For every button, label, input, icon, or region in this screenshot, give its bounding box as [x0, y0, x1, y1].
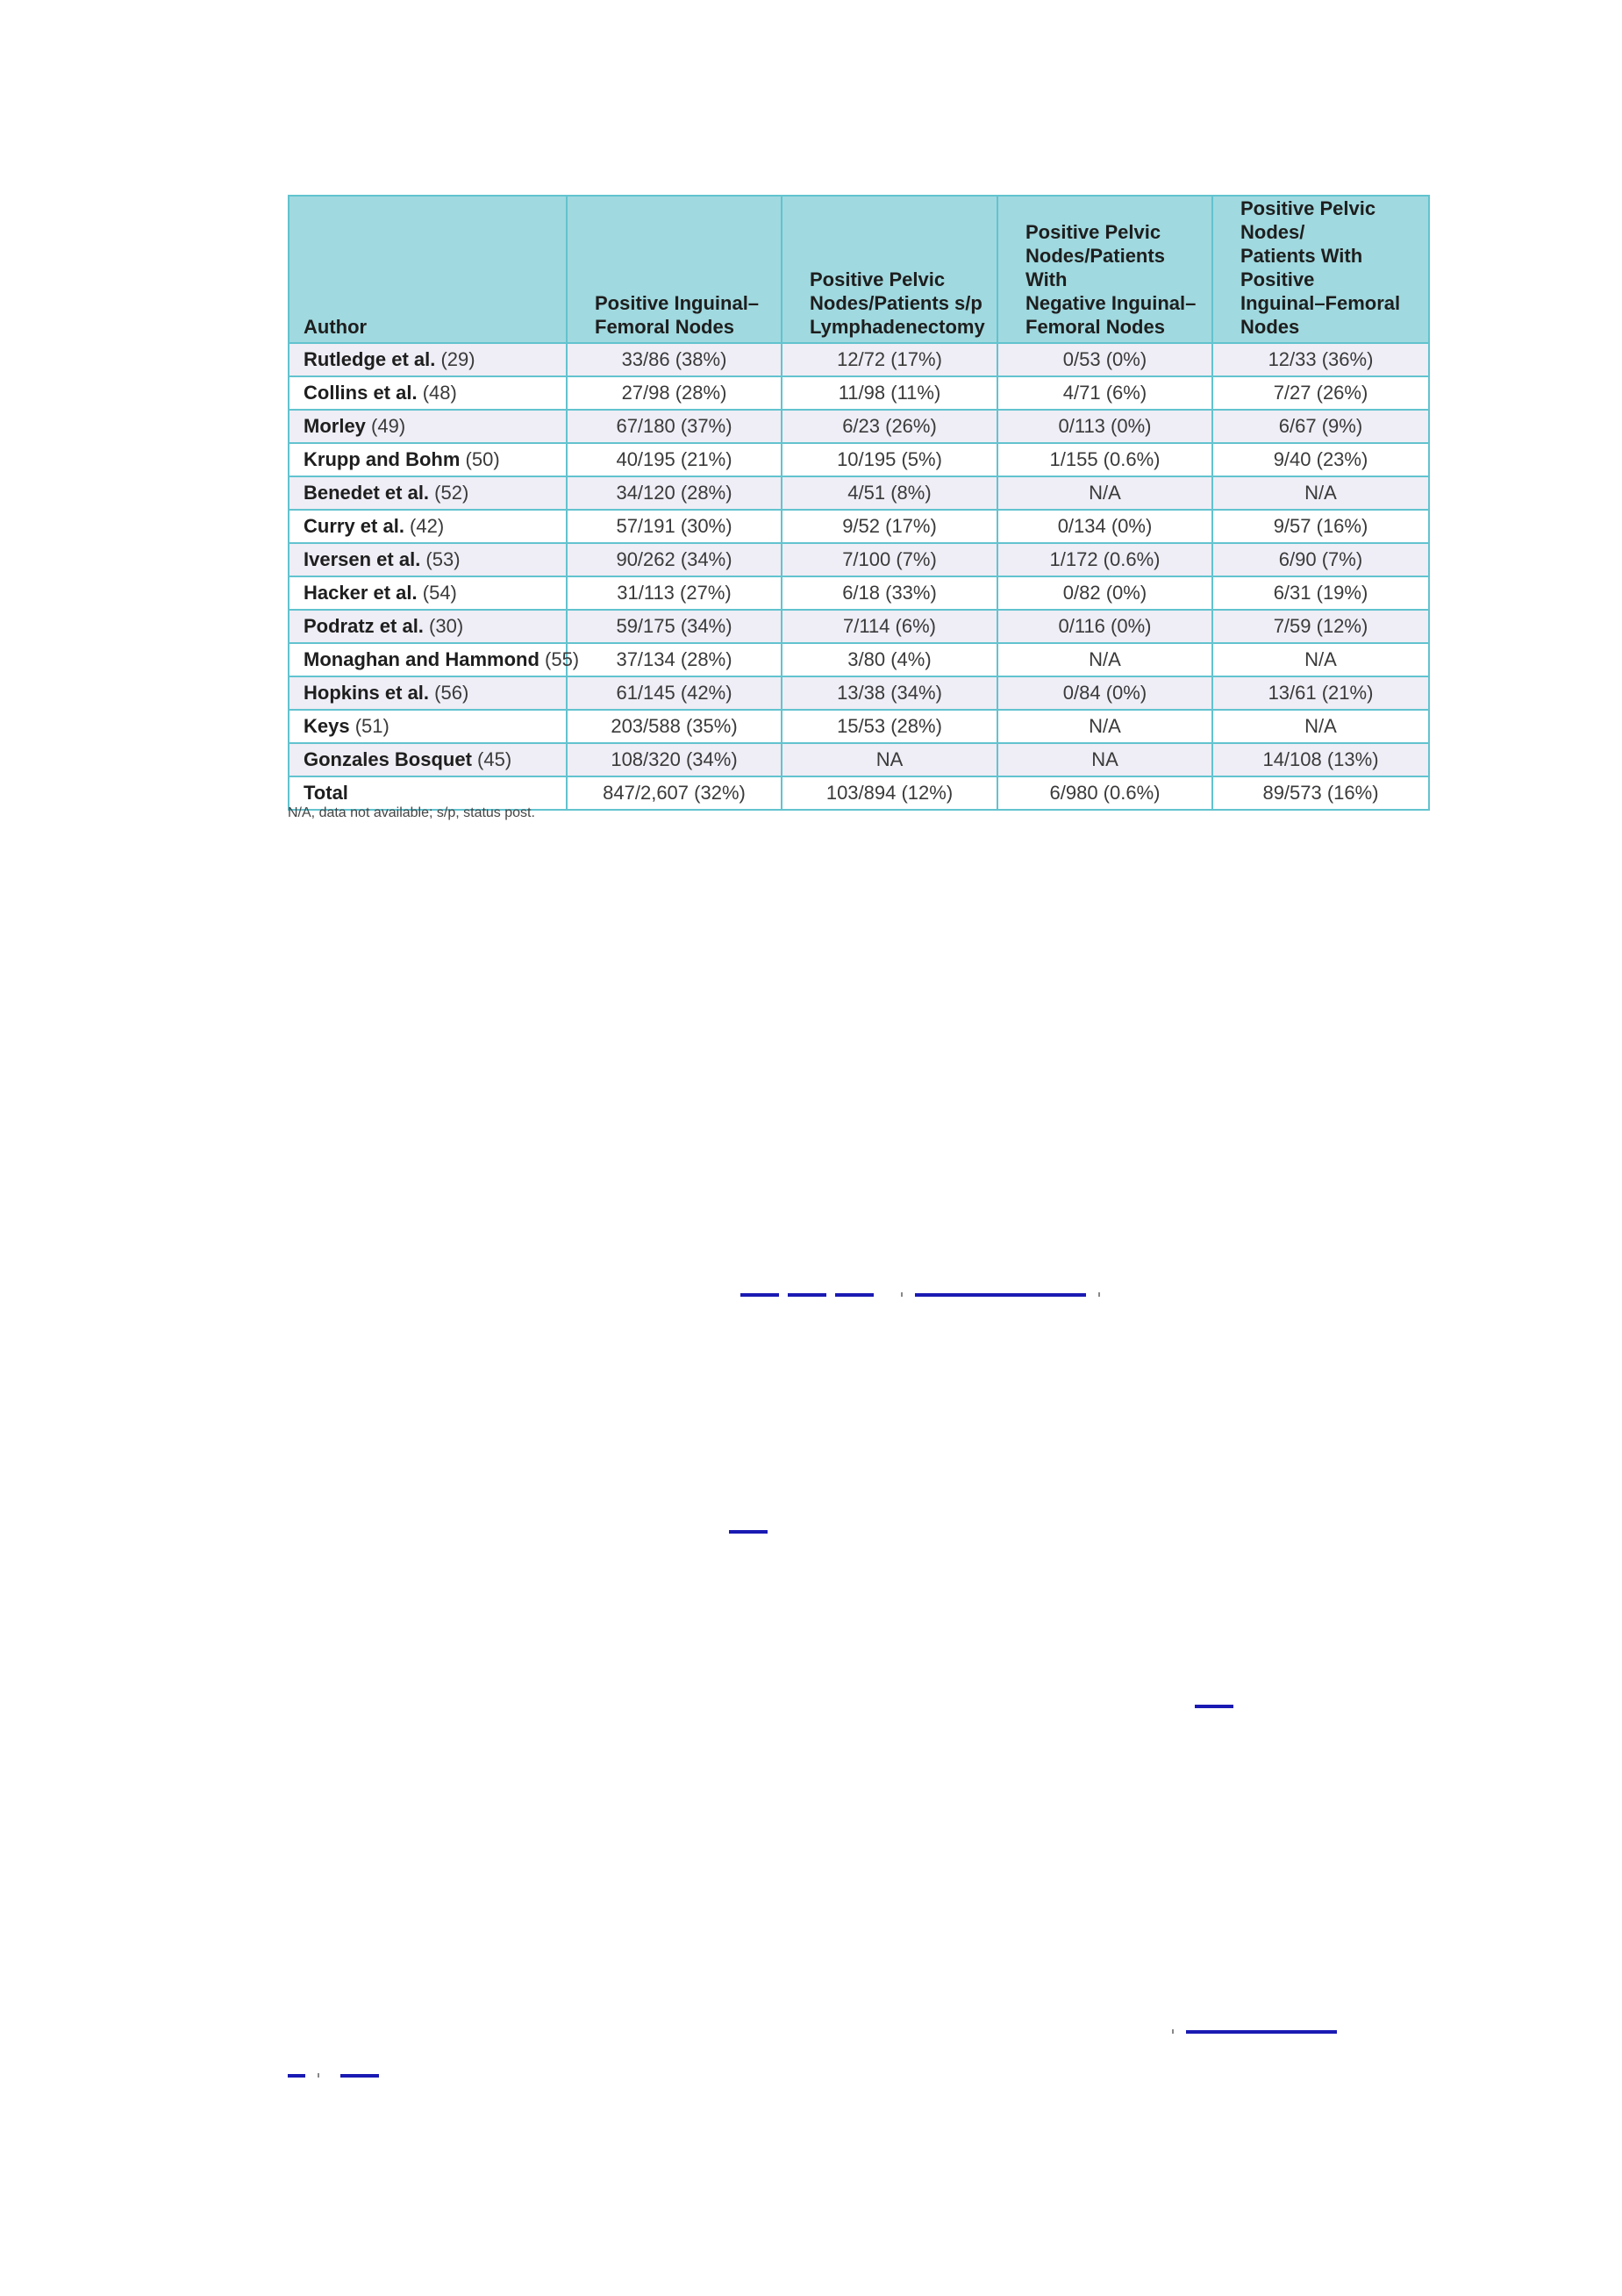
pelvic-negative-if-value: 0/134 (0%)	[997, 510, 1212, 543]
table-row	[289, 676, 1429, 710]
author-cell	[289, 510, 567, 543]
table-row	[289, 476, 1429, 510]
inguinal-femoral-value: 203/588 (35%)	[567, 710, 782, 743]
pelvic-lymphadenectomy-value: 13/38 (34%)	[782, 676, 997, 710]
inguinal-femoral-value: 31/113 (27%)	[567, 576, 782, 610]
author-name: Iversen et al.	[304, 548, 421, 570]
pelvic-lymphadenectomy-value: 12/72 (17%)	[782, 343, 997, 376]
pelvic-negative-if-value: 0/116 (0%)	[997, 610, 1212, 643]
reference-number: (55)	[539, 648, 580, 670]
author-cell	[289, 543, 567, 576]
header-positive-pelvic-lymphadenectomy: Positive Pelvic Nodes/Patients s/p Lymphadenectomy	[782, 196, 997, 343]
author-cell	[289, 410, 567, 443]
pelvic-positive-if-value: 6/67 (9%)	[1212, 410, 1429, 443]
link-underline[interactable]	[740, 1293, 779, 1297]
table-body	[289, 343, 1429, 810]
author-name: Keys	[304, 715, 350, 737]
reference-number: (56)	[429, 682, 469, 704]
table-footnote: N/A, data not available; s/p, status post.	[288, 805, 535, 820]
pelvic-negative-if-value: NA	[997, 743, 1212, 776]
header-positive-pelvic-positive-if: Positive Pelvic Nodes/ Patients With Positive Inguinal–Femoral Nodes	[1212, 196, 1429, 343]
table-row	[289, 510, 1429, 543]
pelvic-lymphadenectomy-value: 11/98 (11%)	[782, 376, 997, 410]
author-name: Podratz et al.	[304, 615, 424, 637]
pelvic-positive-if-value: N/A	[1212, 710, 1429, 743]
pelvic-negative-if-value: 0/82 (0%)	[997, 576, 1212, 610]
author-cell	[289, 743, 567, 776]
author-name: Krupp and Bohm	[304, 448, 461, 470]
author-name: Hacker et al.	[304, 582, 418, 604]
link-underline[interactable]	[915, 1293, 1086, 1297]
link-separator-mark	[318, 2073, 319, 2078]
author-name: Hopkins et al.	[304, 682, 430, 704]
inguinal-femoral-value: 57/191 (30%)	[567, 510, 782, 543]
pelvic-negative-if-value: 6/980 (0.6%)	[997, 776, 1212, 810]
pelvic-negative-if-value: 0/113 (0%)	[997, 410, 1212, 443]
link-underline[interactable]	[1195, 1705, 1233, 1708]
author-name: Benedet et al.	[304, 482, 430, 504]
author-cell	[289, 376, 567, 410]
author-name: Curry et al.	[304, 515, 404, 537]
link-underline[interactable]	[788, 1293, 826, 1297]
author-name: Total	[304, 782, 348, 804]
pelvic-lymphadenectomy-value: 103/894 (12%)	[782, 776, 997, 810]
table-row	[289, 743, 1429, 776]
reference-number: (52)	[429, 482, 469, 504]
pelvic-positive-if-value: 9/57 (16%)	[1212, 510, 1429, 543]
pelvic-lymphadenectomy-value: 10/195 (5%)	[782, 443, 997, 476]
author-cell	[289, 710, 567, 743]
table-row	[289, 410, 1429, 443]
inguinal-femoral-value: 90/262 (34%)	[567, 543, 782, 576]
link-separator-mark	[1098, 1292, 1100, 1297]
pelvic-negative-if-value: N/A	[997, 643, 1212, 676]
header-positive-inguinal-femoral: Positive Inguinal– Femoral Nodes	[567, 196, 782, 343]
inguinal-femoral-value: 61/145 (42%)	[567, 676, 782, 710]
table-row	[289, 643, 1429, 676]
link-underline[interactable]	[835, 1293, 874, 1297]
inguinal-femoral-value: 33/86 (38%)	[567, 343, 782, 376]
pelvic-lymphadenectomy-value: 6/23 (26%)	[782, 410, 997, 443]
header-author: Author	[289, 196, 567, 343]
pelvic-positive-if-value: 7/27 (26%)	[1212, 376, 1429, 410]
pelvic-positive-if-value: 14/108 (13%)	[1212, 743, 1429, 776]
author-name: Monaghan and Hammond	[304, 648, 539, 670]
table-row	[289, 576, 1429, 610]
pelvic-positive-if-value: 6/90 (7%)	[1212, 543, 1429, 576]
reference-number: (50)	[460, 448, 500, 470]
pelvic-negative-if-value: N/A	[997, 710, 1212, 743]
pelvic-lymphadenectomy-value: 15/53 (28%)	[782, 710, 997, 743]
reference-number: (45)	[471, 748, 512, 770]
pelvic-negative-if-value: 1/155 (0.6%)	[997, 443, 1212, 476]
table-row	[289, 710, 1429, 743]
link-underline[interactable]	[340, 2074, 379, 2078]
pelvic-positive-if-value: 13/61 (21%)	[1212, 676, 1429, 710]
pelvic-lymphadenectomy-value: 7/114 (6%)	[782, 610, 997, 643]
pelvic-lymphadenectomy-value: 9/52 (17%)	[782, 510, 997, 543]
author-name: Collins et al.	[304, 382, 418, 404]
author-cell	[289, 343, 567, 376]
inguinal-femoral-value: 59/175 (34%)	[567, 610, 782, 643]
table-row	[289, 443, 1429, 476]
pelvic-positive-if-value: 12/33 (36%)	[1212, 343, 1429, 376]
pelvic-positive-if-value: 89/573 (16%)	[1212, 776, 1429, 810]
link-separator-mark	[1172, 2029, 1174, 2034]
author-cell	[289, 576, 567, 610]
table-row	[289, 376, 1429, 410]
pelvic-negative-if-value: 0/53 (0%)	[997, 343, 1212, 376]
pelvic-negative-if-value: 0/84 (0%)	[997, 676, 1212, 710]
inguinal-femoral-value: 34/120 (28%)	[567, 476, 782, 510]
pelvic-lymphadenectomy-value: 6/18 (33%)	[782, 576, 997, 610]
link-underline[interactable]	[1186, 2030, 1337, 2034]
author-cell	[289, 676, 567, 710]
reference-number: (48)	[417, 382, 457, 404]
reference-number: (54)	[417, 582, 457, 604]
reference-number: (49)	[365, 415, 406, 437]
inguinal-femoral-value: 37/134 (28%)	[567, 643, 782, 676]
table-row	[289, 543, 1429, 576]
reference-number: (53)	[420, 548, 461, 570]
pelvic-positive-if-value: 6/31 (19%)	[1212, 576, 1429, 610]
inguinal-femoral-value: 40/195 (21%)	[567, 443, 782, 476]
link-underline[interactable]	[729, 1530, 768, 1534]
pelvic-negative-if-value: 4/71 (6%)	[997, 376, 1212, 410]
reference-number: (42)	[404, 515, 445, 537]
reference-number: (29)	[435, 348, 475, 370]
pelvic-lymphadenectomy-value: 7/100 (7%)	[782, 543, 997, 576]
link-underline[interactable]	[288, 2074, 305, 2078]
pelvic-positive-if-value: 9/40 (23%)	[1212, 443, 1429, 476]
pelvic-positive-if-value: 7/59 (12%)	[1212, 610, 1429, 643]
author-name: Gonzales Bosquet	[304, 748, 472, 770]
author-name: Rutledge et al.	[304, 348, 436, 370]
table-header-row	[289, 196, 1429, 343]
table-row	[289, 343, 1429, 376]
author-cell	[289, 643, 580, 676]
reference-number: (30)	[423, 615, 464, 637]
table-row	[289, 610, 1429, 643]
author-cell	[289, 443, 567, 476]
inguinal-femoral-value: 847/2,607 (32%)	[567, 776, 782, 810]
inguinal-femoral-value: 27/98 (28%)	[567, 376, 782, 410]
author-cell	[289, 476, 567, 510]
header-positive-pelvic-negative-if: Positive Pelvic Nodes/Patients With Negative Inguinal– Femoral Nodes	[997, 196, 1212, 343]
inguinal-femoral-value: 108/320 (34%)	[567, 743, 782, 776]
author-name: Morley	[304, 415, 366, 437]
pelvic-lymphadenectomy-value: NA	[782, 743, 997, 776]
pelvic-negative-if-value: N/A	[997, 476, 1212, 510]
reference-number: (51)	[349, 715, 389, 737]
pelvic-positive-if-value: N/A	[1212, 643, 1429, 676]
pelvic-lymphadenectomy-value: 3/80 (4%)	[782, 643, 997, 676]
link-separator-mark	[901, 1292, 903, 1297]
data-table-container	[288, 195, 1428, 811]
pelvic-positive-if-value: N/A	[1212, 476, 1429, 510]
lymph-node-table	[288, 195, 1430, 811]
pelvic-lymphadenectomy-value: 4/51 (8%)	[782, 476, 997, 510]
author-cell	[289, 610, 567, 643]
pelvic-negative-if-value: 1/172 (0.6%)	[997, 543, 1212, 576]
inguinal-femoral-value: 67/180 (37%)	[567, 410, 782, 443]
